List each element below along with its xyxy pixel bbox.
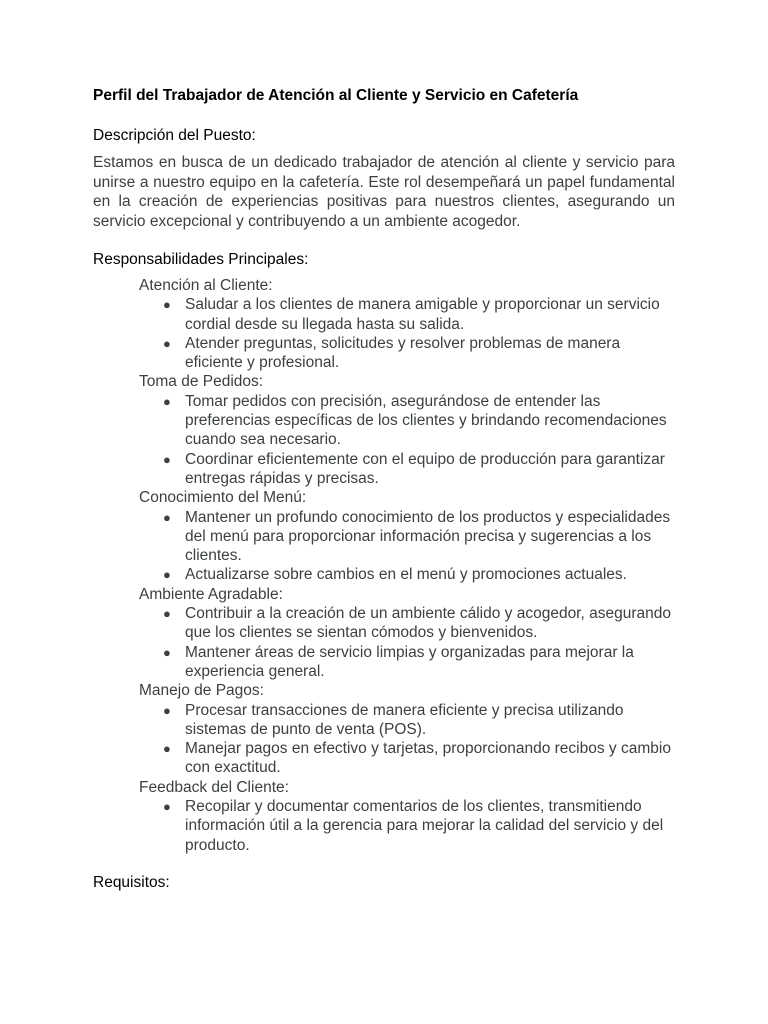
list-item — [163, 450, 675, 489]
bullet-icon: ● — [163, 741, 171, 757]
bullet-icon: ● — [163, 393, 171, 409]
list-item-text: Coordinar eficientemente con el equipo de producción para garantizar entregas rápidas y precisas. — [185, 450, 665, 487]
bullet-icon: ● — [163, 644, 171, 660]
responsibility-category — [139, 778, 675, 855]
list-item — [163, 334, 675, 373]
responsibility-category — [139, 276, 675, 372]
bullet-list — [139, 508, 675, 585]
list-item — [163, 392, 675, 450]
list-item — [163, 797, 675, 855]
bullet-icon: ● — [163, 335, 171, 351]
category-title: Ambiente Agradable: — [139, 585, 283, 603]
bullet-icon: ● — [163, 702, 171, 718]
list-item-text: Manejar pagos en efectivo y tarjetas, proporcionando recibos y cambio con exactitud. — [185, 740, 671, 777]
list-item — [163, 604, 675, 643]
list-item-text: Mantener un profundo conocimiento de los productos y especialidades del menú para proporcionar información precisa y sugerencias a los clientes. — [185, 508, 671, 565]
responsibility-category — [139, 372, 675, 488]
document-title: Perfil del Trabajador de Atención al Cliente y Servicio en Cafetería — [93, 87, 579, 104]
list-item-text: Atender preguntas, solicitudes y resolver problemas de manera eficiente y profesional. — [185, 334, 621, 372]
list-item-text: Saludar a los clientes de manera amigable y proporcionar un servicio cordial desde su llegada hasta su salida. — [185, 296, 660, 333]
bullet-list — [139, 604, 675, 681]
bullet-icon: ● — [163, 606, 171, 622]
list-item — [163, 701, 675, 740]
requirements-heading: Requisitos: — [93, 873, 170, 891]
bullet-icon: ● — [163, 799, 171, 815]
list-item — [163, 508, 675, 566]
list-item-text: Contribuir a la creación de un ambiente cálido y acogedor, asegurando que los clientes se sientan cómodos y bienvenidos. — [185, 605, 671, 642]
responsibilities-list — [93, 276, 675, 855]
responsibility-category — [139, 488, 675, 584]
description-paragraph: Estamos en busca de un dedicado trabajador de atención al cliente y servicio para unirse a nuestro equipo en la cafetería. Este rol desempeñará un papel fundamental en la creación de experiencias positivas para nuestros clientes, asegurando un servicio excepcional y contribuyendo a un ambiente acogedor. — [93, 154, 675, 230]
bullet-icon: ● — [163, 567, 171, 583]
list-item-text: Actualizarse sobre cambios en el menú y promociones actuales. — [185, 566, 627, 584]
list-item-text: Procesar transacciones de manera eficiente y precisa utilizando sistemas de punto de venta (POS). — [185, 701, 624, 738]
bullet-list — [139, 797, 675, 855]
category-title: Conocimiento del Menú: — [139, 489, 307, 507]
bullet-icon: ● — [163, 451, 171, 467]
bullet-list — [139, 295, 675, 372]
list-item — [163, 295, 675, 334]
category-title: Atención al Cliente: — [139, 277, 273, 294]
document-page — [93, 84, 675, 893]
responsibility-category — [139, 681, 675, 777]
bullet-list — [139, 701, 675, 778]
category-title: Toma de Pedidos: — [139, 373, 264, 391]
responsibility-category — [139, 585, 675, 681]
list-item — [163, 643, 675, 682]
bullet-list — [139, 392, 675, 488]
list-item-text: Mantener áreas de servicio limpias y organizadas para mejorar la experiencia general. — [185, 643, 634, 680]
list-item-text: Recopilar y documentar comentarios de los clientes, transmitiendo información útil a la gerencia para mejorar la calidad del servicio y del producto. — [185, 798, 664, 854]
description-heading: Descripción del Puesto: — [93, 127, 256, 144]
category-title: Feedback del Cliente: — [139, 778, 289, 796]
category-title: Manejo de Pagos: — [139, 682, 264, 700]
list-item — [163, 739, 675, 778]
list-item — [163, 565, 675, 584]
list-item-text: Tomar pedidos con precisión, asegurándose de entender las preferencias específicas de los clientes y brindando recomendaciones cuando sea necesario. — [185, 392, 667, 449]
bullet-icon: ● — [163, 297, 171, 313]
bullet-icon: ● — [163, 509, 171, 525]
responsibilities-heading: Responsabilidades Principales: — [93, 251, 309, 268]
